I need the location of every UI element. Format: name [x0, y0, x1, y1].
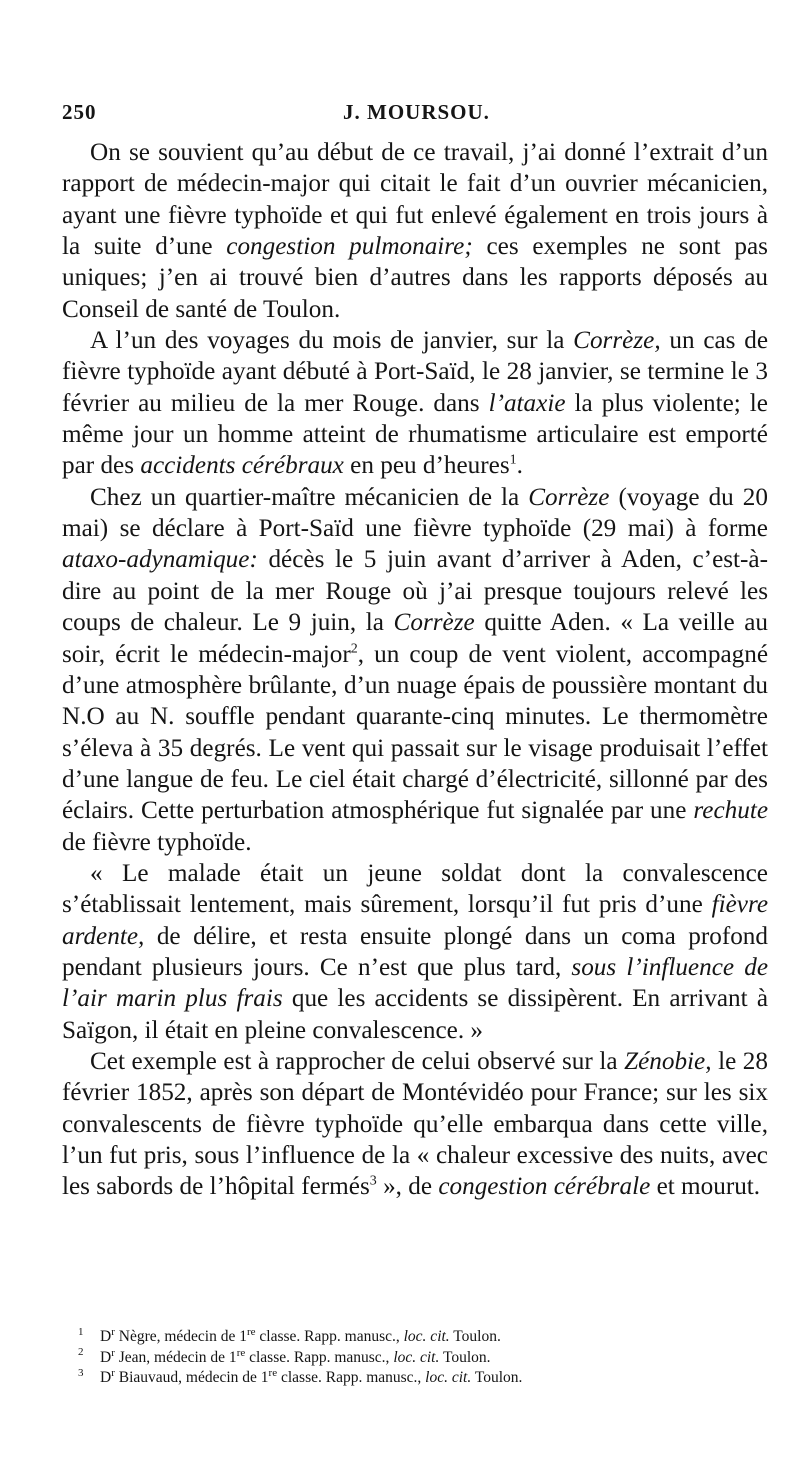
footnote-ref: 3: [369, 1173, 377, 1189]
footnotes: [78, 1327, 718, 1389]
ship-name: Corrèze,: [573, 327, 661, 355]
paragraph: Chez un quartier-maître mécanicien de la Corrèze (voyage du 20 mai) se déclare à Port-Saïd une fièvre typhoïde (29 mai) à forme ataxo-adynamique: décès le 5 juin avant d’arriver à Aden, c’est-à-dire au point de la mer Rouge où j’ai presque toujours relevé les coups de chaleur. Le 9 juin, la Corrèze quitte Aden. « La veille au soir, écrit le médecin-major$^2$, un coup de vent violent, accompagné d’une atmosphère brûlante, d’un nuage épais de poussière montant du N.O au N. souffle pendant quarante-cinq minutes. Le thermomètre s’éleva à 35 degrés. Le vent qui passait sur le visage produisait l’effet d’une langue de feu. Le ciel était chargé d’électricité, sillonné par des éclairs. Cette perturbation atmosphérique fut signalée par une rechute de fièvre typhoïde.: [62, 483, 768, 856]
footnote: $^1$ $D^r$ Nègre, médecin de 1re classe. Rapp. manusc., loc. cit. Toulon.: [78, 1325, 501, 1345]
footnote-ref: 2: [350, 641, 358, 657]
paragraph: On se souvient qu’au début de ce travail, j’ai donné l’extrait d’un rapport de médecin-major qui citait le fait d’un ouvrier mécanicien, ayant une fièvre typhoïde et qui fut enlevé également en trois jours à la suite d’une congestion pulmonaire; ces exemples ne sont pas uniques; j’en ai trouvé bien d’autres dans les rapports déposés au Conseil de santé de Toulon.: [62, 139, 768, 323]
running-header: [62, 92, 762, 126]
italic-term: fièvre ardente,: [62, 891, 768, 950]
footnote-ref: 1: [509, 453, 517, 469]
page-number: 250: [62, 100, 97, 124]
paragraph: A l’un des voyages du mois de janvier, sur la Corrèze, un cas de fièvre typhoïde ayant débuté à Port-Saïd, le 28 janvier, se termine le 3 février au milieu de la mer Rouge. dans l’ataxie la plus violente; le même jour un homme atteint de rhumatisme articulaire est emporté par des accidents cérébraux en peu d’heures$^1$.: [62, 327, 769, 480]
italic-term: accidents cérébraux: [140, 452, 344, 480]
paragraph: « Le malade était un jeune soldat dont la convalescence s’établissait lentement, mais sûrement, lorsqu’il fut pris d’une fièvre ardente, de délire, et resta ensuite plongé dans un coma profond pendant plusieurs jours. Ce n’est que plus tard, sous l’influence de l’air marin plus frais que les accidents se dissipèrent. En arrivant à Saïgon, il était en pleine convalescence. »: [62, 859, 768, 1044]
italic-term: sous l’influence de l’air marin plus frais: [62, 953, 768, 1013]
italic-term: ataxo-adynamique:: [62, 546, 258, 574]
italic-term: congestion pulmonaire;: [226, 233, 473, 261]
italic-term: l’ataxie: [488, 389, 566, 417]
footnote: $^3$ $D^r$ Biauvaud, médecin de 1re classe. Rapp. manusc., loc. cit. Toulon.: [78, 1366, 523, 1386]
italic-term: rechute: [693, 797, 768, 825]
ship-name: Corrèze: [528, 483, 610, 511]
running-title: J. MOURSOU.: [343, 100, 490, 124]
paragraph: Cet exemple est à rapprocher de celui observé sur la Zénobie, le 28 février 1852, après son départ de Montévidéo pour France; sur les six convalescents de fièvre typhoïde qu’elle embarqua dans cette ville, l’un fut pris, sous l’influence de la « chaleur excessive des nuits, avec les sabords de l’hôpital fermés$^3$ », de congestion cérébrale et mourut.: [62, 1047, 768, 1201]
footnote: $^2$ $D^r$ Jean, médecin de 1re classe. Rapp. manusc., loc. cit. Toulon.: [78, 1346, 491, 1366]
body-text: [62, 137, 768, 1203]
ship-name: Zénobie,: [624, 1047, 712, 1075]
italic-term: congestion cérébrale: [438, 1173, 651, 1201]
ship-name: Corrèze: [393, 609, 475, 637]
